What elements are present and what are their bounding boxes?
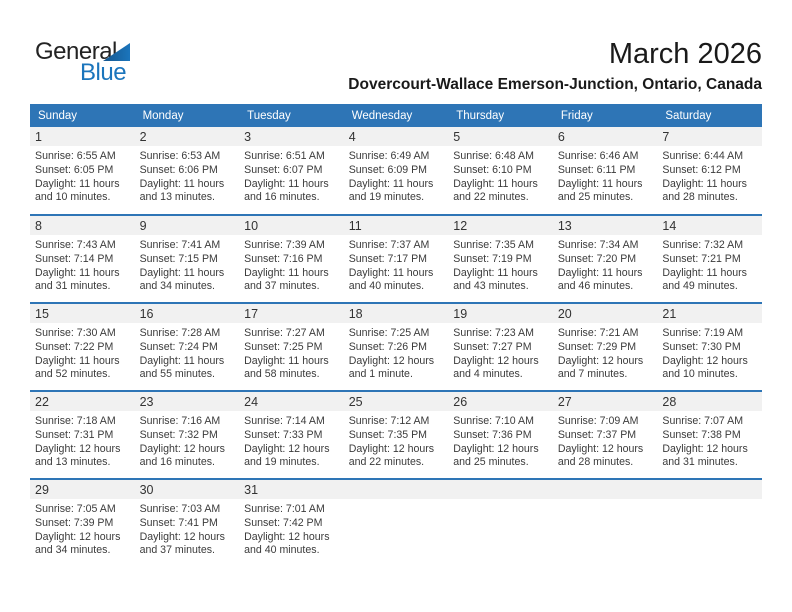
day-details (657, 323, 762, 382)
day-details (553, 411, 658, 470)
daylight-text: Daylight: 12 hours (139, 530, 225, 543)
day-number: 20 (553, 304, 658, 323)
day-number: 6 (553, 127, 658, 146)
day-cell (344, 127, 449, 215)
daylight-text-cont: and 22 minutes. (348, 456, 425, 469)
day-cell (448, 127, 553, 215)
daylight-text: Daylight: 11 hours (139, 354, 225, 367)
sunrise-text: Sunrise: 7:19 AM (662, 327, 744, 339)
daylight-text-cont: and 13 minutes. (139, 191, 215, 204)
daylight-text: Daylight: 11 hours (348, 266, 434, 279)
daylight-text: Daylight: 11 hours (139, 266, 225, 279)
daylight-text: Daylight: 12 hours (348, 442, 435, 455)
day-details (30, 235, 135, 294)
daylight-text: Daylight: 12 hours (662, 354, 748, 367)
day-details (135, 235, 240, 294)
sunrise-text: Sunrise: 6:51 AM (244, 150, 325, 162)
weekday-header: Monday (135, 104, 240, 127)
location-subtitle: Dovercourt-Wallace Emerson-Junction, Ontario, Canada (348, 76, 762, 93)
day-number (553, 480, 658, 499)
empty-day-cell (344, 479, 449, 576)
daylight-text: Daylight: 11 hours (557, 266, 643, 279)
sunset-text: Sunset: 7:36 PM (453, 428, 532, 441)
weekday-header: Wednesday (344, 104, 449, 127)
sunset-text: Sunset: 7:25 PM (244, 340, 323, 353)
week-row (30, 127, 762, 215)
day-cell (553, 303, 658, 391)
sunset-text: Sunset: 6:07 PM (244, 163, 323, 176)
day-cell (657, 127, 762, 215)
day-number: 8 (30, 216, 135, 235)
daylight-text-cont: and 34 minutes. (139, 280, 215, 293)
sunset-text: Sunset: 7:21 PM (662, 252, 741, 265)
daylight-text-cont: and 28 minutes. (662, 191, 738, 204)
sunset-text: Sunset: 6:12 PM (662, 163, 741, 176)
daylight-text: Daylight: 12 hours (139, 442, 225, 455)
sunrise-text: Sunrise: 7:30 AM (35, 327, 116, 339)
sunset-text: Sunset: 7:16 PM (244, 252, 323, 265)
sunrise-text: Sunrise: 7:41 AM (139, 239, 221, 251)
sunrise-text: Sunrise: 6:46 AM (557, 150, 639, 162)
sunrise-text: Sunrise: 6:44 AM (662, 150, 744, 162)
sunset-text: Sunset: 6:05 PM (35, 163, 114, 176)
sunset-text: Sunset: 7:17 PM (348, 252, 428, 265)
sunset-text: Sunset: 6:06 PM (139, 163, 218, 176)
day-details (344, 411, 449, 470)
sunrise-text: Sunrise: 7:25 AM (348, 327, 430, 339)
daylight-text-cont: and 1 minute. (348, 368, 413, 381)
sunset-text: Sunset: 7:24 PM (139, 340, 218, 353)
sunrise-text: Sunrise: 7:34 AM (557, 239, 639, 251)
weekday-header-row (30, 104, 762, 127)
calendar-table (30, 104, 762, 576)
day-details (553, 323, 658, 382)
sunset-text: Sunset: 7:38 PM (662, 428, 741, 441)
sunset-text: Sunset: 7:14 PM (35, 252, 114, 265)
day-number: 5 (448, 127, 553, 146)
daylight-text: Daylight: 11 hours (662, 177, 747, 190)
empty-day-cell (657, 479, 762, 576)
daylight-text-cont: and 16 minutes. (139, 456, 215, 469)
day-cell (239, 127, 344, 215)
daylight-text-cont: and 31 minutes. (35, 280, 111, 293)
day-number (657, 480, 762, 499)
day-details (448, 411, 553, 470)
weekday-header: Saturday (657, 104, 762, 127)
daylight-text: Daylight: 11 hours (453, 177, 538, 190)
logo-text-blue: Blue (80, 59, 127, 86)
daylight-text: Daylight: 11 hours (453, 266, 538, 279)
sunset-text: Sunset: 7:31 PM (35, 428, 114, 441)
sunset-text: Sunset: 7:35 PM (348, 428, 428, 441)
day-details (553, 235, 658, 294)
daylight-text: Daylight: 12 hours (244, 530, 330, 543)
weekday-header: Friday (553, 104, 658, 127)
day-number: 23 (135, 392, 240, 411)
day-number: 31 (239, 480, 344, 499)
day-cell (448, 391, 553, 479)
day-cell (30, 215, 135, 303)
sunrise-text: Sunrise: 7:10 AM (453, 415, 534, 427)
day-details (30, 411, 135, 470)
day-cell (30, 391, 135, 479)
daylight-text: Daylight: 11 hours (35, 266, 120, 279)
daylight-text-cont: and 37 minutes. (139, 544, 215, 557)
day-cell (135, 215, 240, 303)
day-number: 30 (135, 480, 240, 499)
sunrise-text: Sunrise: 7:18 AM (35, 415, 116, 427)
calendar-body (30, 127, 762, 576)
daylight-text: Daylight: 12 hours (453, 354, 539, 367)
day-details (135, 499, 240, 558)
daylight-text: Daylight: 11 hours (139, 177, 225, 190)
daylight-text-cont: and 28 minutes. (557, 456, 634, 469)
day-details (239, 323, 344, 382)
daylight-text-cont: and 40 minutes. (244, 544, 320, 557)
daylight-text-cont: and 22 minutes. (453, 191, 529, 204)
sunset-text: Sunset: 7:32 PM (139, 428, 218, 441)
day-number: 13 (553, 216, 658, 235)
day-details (239, 411, 344, 470)
general-blue-logo (35, 38, 175, 88)
day-number: 14 (657, 216, 762, 235)
day-details (239, 499, 344, 558)
sunrise-text: Sunrise: 6:49 AM (348, 150, 430, 162)
day-number: 1 (30, 127, 135, 146)
sunrise-text: Sunrise: 7:03 AM (139, 503, 221, 515)
weekday-header: Tuesday (239, 104, 344, 127)
daylight-text: Daylight: 11 hours (244, 177, 329, 190)
daylight-text: Daylight: 11 hours (35, 354, 120, 367)
day-cell (30, 303, 135, 391)
daylight-text-cont: and 25 minutes. (557, 191, 634, 204)
day-cell (135, 127, 240, 215)
day-cell (553, 215, 658, 303)
day-cell (30, 479, 135, 576)
sunrise-text: Sunrise: 7:28 AM (139, 327, 221, 339)
day-cell (657, 215, 762, 303)
day-number: 3 (239, 127, 344, 146)
day-number: 28 (657, 392, 762, 411)
day-details (30, 323, 135, 382)
day-cell (553, 391, 658, 479)
day-cell (135, 479, 240, 576)
day-number: 19 (448, 304, 553, 323)
daylight-text: Daylight: 12 hours (348, 354, 435, 367)
daylight-text-cont: and 19 minutes. (244, 456, 320, 469)
sunset-text: Sunset: 7:33 PM (244, 428, 323, 441)
day-cell (553, 127, 658, 215)
sunrise-text: Sunrise: 6:48 AM (453, 150, 534, 162)
day-cell (135, 303, 240, 391)
daylight-text-cont: and 25 minutes. (453, 456, 529, 469)
daylight-text-cont: and 37 minutes. (244, 280, 320, 293)
day-details (344, 323, 449, 382)
day-details (657, 235, 762, 294)
sunrise-text: Sunrise: 7:16 AM (139, 415, 221, 427)
daylight-text-cont: and 10 minutes. (35, 191, 111, 204)
day-number (448, 480, 553, 499)
day-number: 12 (448, 216, 553, 235)
day-number: 22 (30, 392, 135, 411)
sunset-text: Sunset: 7:42 PM (244, 516, 323, 529)
day-number: 9 (135, 216, 240, 235)
day-details (448, 146, 553, 205)
daylight-text-cont: and 16 minutes. (244, 191, 320, 204)
day-number: 17 (239, 304, 344, 323)
daylight-text: Daylight: 12 hours (557, 442, 644, 455)
day-number: 18 (344, 304, 449, 323)
day-cell (344, 391, 449, 479)
month-title: March 2026 (608, 38, 762, 70)
day-number: 7 (657, 127, 762, 146)
daylight-text: Daylight: 11 hours (557, 177, 643, 190)
sunrise-text: Sunrise: 7:23 AM (453, 327, 534, 339)
empty-day-cell (553, 479, 658, 576)
week-row (30, 215, 762, 303)
daylight-text: Daylight: 11 hours (348, 177, 434, 190)
sunrise-text: Sunrise: 7:21 AM (557, 327, 639, 339)
daylight-text: Daylight: 12 hours (244, 442, 330, 455)
day-details (448, 323, 553, 382)
sunset-text: Sunset: 7:29 PM (557, 340, 637, 353)
daylight-text-cont: and 10 minutes. (662, 368, 738, 381)
sunrise-text: Sunrise: 7:14 AM (244, 415, 325, 427)
daylight-text: Daylight: 12 hours (453, 442, 539, 455)
daylight-text: Daylight: 12 hours (35, 442, 121, 455)
day-details (553, 146, 658, 205)
sunset-text: Sunset: 6:09 PM (348, 163, 428, 176)
daylight-text-cont: and 4 minutes. (453, 368, 523, 381)
day-number: 16 (135, 304, 240, 323)
sunrise-text: Sunrise: 7:27 AM (244, 327, 325, 339)
weekday-header: Thursday (448, 104, 553, 127)
sunset-text: Sunset: 6:10 PM (453, 163, 532, 176)
daylight-text-cont: and 31 minutes. (662, 456, 738, 469)
day-number: 24 (239, 392, 344, 411)
day-cell (344, 303, 449, 391)
day-details (448, 235, 553, 294)
sunrise-text: Sunrise: 7:05 AM (35, 503, 116, 515)
day-cell (239, 303, 344, 391)
day-number: 27 (553, 392, 658, 411)
sunset-text: Sunset: 7:37 PM (557, 428, 637, 441)
sunrise-text: Sunrise: 7:32 AM (662, 239, 744, 251)
day-cell (657, 303, 762, 391)
day-cell (239, 215, 344, 303)
weekday-header: Sunday (30, 104, 135, 127)
day-number (344, 480, 449, 499)
sunset-text: Sunset: 7:22 PM (35, 340, 114, 353)
day-details (344, 235, 449, 294)
week-row (30, 479, 762, 576)
daylight-text-cont: and 13 minutes. (35, 456, 111, 469)
day-details (135, 323, 240, 382)
daylight-text-cont: and 43 minutes. (453, 280, 529, 293)
day-details (239, 235, 344, 294)
day-details (135, 411, 240, 470)
day-cell (135, 391, 240, 479)
daylight-text-cont: and 46 minutes. (557, 280, 634, 293)
day-details (30, 499, 135, 558)
sunrise-text: Sunrise: 7:35 AM (453, 239, 534, 251)
sunset-text: Sunset: 6:11 PM (557, 163, 636, 176)
day-details (657, 411, 762, 470)
daylight-text-cont: and 49 minutes. (662, 280, 738, 293)
sunset-text: Sunset: 7:15 PM (139, 252, 218, 265)
day-number: 26 (448, 392, 553, 411)
daylight-text-cont: and 58 minutes. (244, 368, 320, 381)
day-cell (448, 215, 553, 303)
sunrise-text: Sunrise: 7:01 AM (244, 503, 325, 515)
week-row (30, 391, 762, 479)
sunrise-text: Sunrise: 7:07 AM (662, 415, 744, 427)
logo-text-general: General (35, 38, 117, 65)
sunrise-text: Sunrise: 6:55 AM (35, 150, 116, 162)
sunrise-text: Sunrise: 7:39 AM (244, 239, 325, 251)
daylight-text-cont: and 52 minutes. (35, 368, 111, 381)
day-details (135, 146, 240, 205)
daylight-text-cont: and 40 minutes. (348, 280, 425, 293)
daylight-text: Daylight: 12 hours (662, 442, 748, 455)
sunset-text: Sunset: 7:41 PM (139, 516, 218, 529)
sunset-text: Sunset: 7:27 PM (453, 340, 532, 353)
daylight-text: Daylight: 11 hours (244, 354, 329, 367)
daylight-text-cont: and 19 minutes. (348, 191, 425, 204)
sunrise-text: Sunrise: 7:43 AM (35, 239, 116, 251)
day-number: 21 (657, 304, 762, 323)
day-number: 4 (344, 127, 449, 146)
sunrise-text: Sunrise: 7:37 AM (348, 239, 430, 251)
day-cell (239, 479, 344, 576)
daylight-text: Daylight: 12 hours (35, 530, 121, 543)
daylight-text: Daylight: 11 hours (244, 266, 329, 279)
day-cell (30, 127, 135, 215)
day-number: 10 (239, 216, 344, 235)
sunset-text: Sunset: 7:20 PM (557, 252, 637, 265)
sunrise-text: Sunrise: 7:12 AM (348, 415, 430, 427)
sunrise-text: Sunrise: 6:53 AM (139, 150, 221, 162)
day-details (239, 146, 344, 205)
day-details (657, 146, 762, 205)
daylight-text-cont: and 55 minutes. (139, 368, 215, 381)
daylight-text: Daylight: 11 hours (662, 266, 747, 279)
daylight-text: Daylight: 11 hours (35, 177, 120, 190)
empty-day-cell (448, 479, 553, 576)
sunrise-text: Sunrise: 7:09 AM (557, 415, 639, 427)
day-number: 15 (30, 304, 135, 323)
daylight-text-cont: and 7 minutes. (557, 368, 628, 381)
sunset-text: Sunset: 7:30 PM (662, 340, 741, 353)
week-row (30, 303, 762, 391)
day-cell (344, 215, 449, 303)
sunset-text: Sunset: 7:39 PM (35, 516, 114, 529)
sunset-text: Sunset: 7:19 PM (453, 252, 532, 265)
day-cell (448, 303, 553, 391)
sunset-text: Sunset: 7:26 PM (348, 340, 428, 353)
day-details (30, 146, 135, 205)
day-cell (657, 391, 762, 479)
day-number: 25 (344, 392, 449, 411)
day-details (344, 146, 449, 205)
day-number: 2 (135, 127, 240, 146)
daylight-text: Daylight: 12 hours (557, 354, 644, 367)
day-number: 29 (30, 480, 135, 499)
day-number: 11 (344, 216, 449, 235)
day-cell (239, 391, 344, 479)
daylight-text-cont: and 34 minutes. (35, 544, 111, 557)
